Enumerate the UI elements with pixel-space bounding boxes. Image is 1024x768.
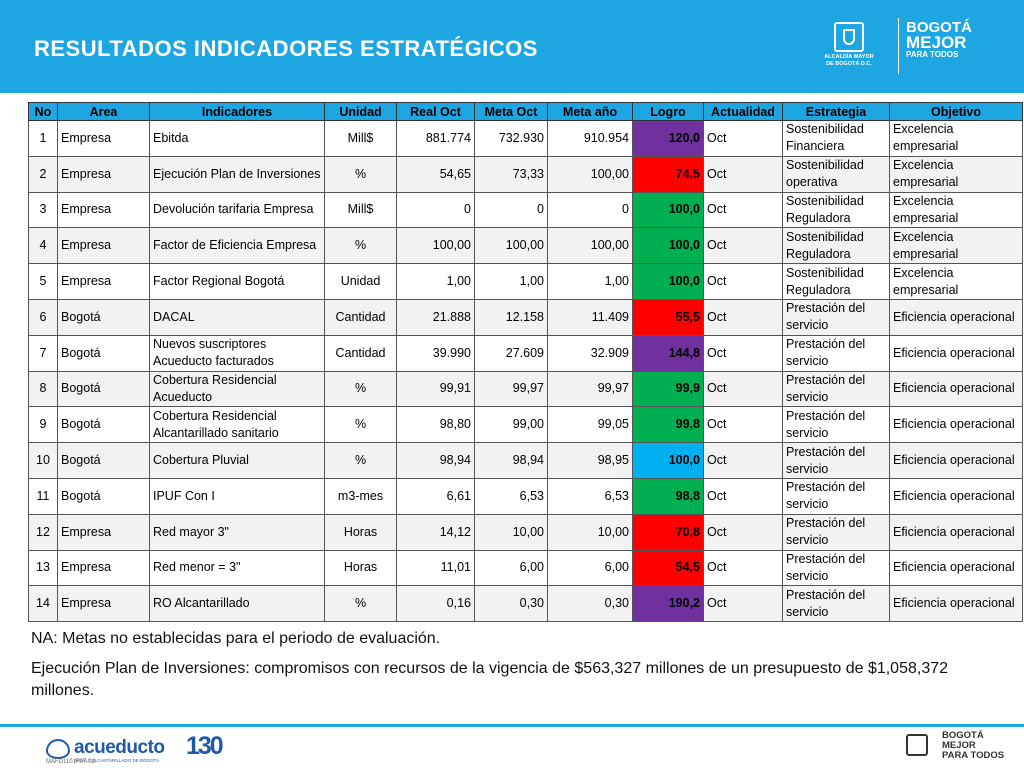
footer-bar [0, 724, 1024, 768]
meta-anio-cell: 100,00 [548, 228, 633, 264]
unit-cell: % [325, 407, 397, 443]
table-row [29, 443, 1023, 479]
unit-cell: Horas [325, 550, 397, 586]
strategy-cell: Sostenibilidad operativa [783, 156, 890, 192]
bogota-mejor-logo: BOGOTÁ MEJOR PARA TODOS [906, 19, 972, 59]
logo-divider [898, 18, 899, 74]
objective-cell: Eficiencia operacional [890, 443, 1023, 479]
objective-cell: Eficiencia operacional [890, 478, 1023, 514]
indicator-cell: Ejecución Plan de Inversiones [150, 156, 325, 192]
indicator-cell: Factor Regional Bogotá [150, 264, 325, 300]
indicator-cell: Cobertura Residencial Acueducto [150, 371, 325, 407]
real-oct-cell: 98,80 [397, 407, 475, 443]
meta-oct-cell: 0,30 [475, 586, 548, 622]
real-oct-cell: 1,00 [397, 264, 475, 300]
meta-oct-cell: 732.930 [475, 121, 548, 157]
column-header: Meta año [548, 103, 633, 121]
objective-cell: Eficiencia operacional [890, 371, 1023, 407]
indicator-cell: Cobertura Pluvial [150, 443, 325, 479]
strategy-cell: Prestación del servicio [783, 299, 890, 335]
indicator-cell: DACAL [150, 299, 325, 335]
header-banner [0, 0, 1024, 93]
area-cell: Empresa [58, 192, 150, 228]
actualidad-cell: Oct [704, 586, 783, 622]
actualidad-cell: Oct [704, 264, 783, 300]
meta-oct-cell: 10,00 [475, 514, 548, 550]
actualidad-cell: Oct [704, 371, 783, 407]
indicator-cell: IPUF Con I [150, 478, 325, 514]
logro-cell: 100,0 [633, 192, 704, 228]
indicator-cell: Cobertura Residencial Alcantarillado sanitario [150, 407, 325, 443]
note-na: NA: Metas no establecidas para el periodo de evaluación. [31, 630, 441, 647]
unit-cell: % [325, 443, 397, 479]
water-drop-icon [46, 739, 70, 759]
row-number: 14 [29, 586, 58, 622]
column-header: No [29, 103, 58, 121]
logro-cell: 98,8 [633, 478, 704, 514]
indicator-cell: Nuevos suscriptores Acueducto facturados [150, 335, 325, 371]
table-row [29, 156, 1023, 192]
column-header: Indicadores [150, 103, 325, 121]
column-header: Actualidad [704, 103, 783, 121]
meta-anio-cell: 910.954 [548, 121, 633, 157]
actualidad-cell: Oct [704, 121, 783, 157]
objective-cell: Eficiencia operacional [890, 586, 1023, 622]
meta-oct-cell: 0 [475, 192, 548, 228]
area-cell: Bogotá [58, 478, 150, 514]
logo-area [806, 16, 1006, 78]
column-header: Real Oct [397, 103, 475, 121]
actualidad-cell: Oct [704, 514, 783, 550]
table-row [29, 228, 1023, 264]
footer-seal-icon [906, 734, 928, 756]
table-row [29, 407, 1023, 443]
strategy-cell: Prestación del servicio [783, 478, 890, 514]
meta-anio-cell: 99,97 [548, 371, 633, 407]
meta-anio-cell: 6,00 [548, 550, 633, 586]
table-row [29, 264, 1023, 300]
alcaldia-label: ALCALDÍA MAYOR DE BOGOTÁ D.C. [824, 54, 874, 67]
indicators-table [28, 102, 1023, 622]
table-row [29, 478, 1023, 514]
real-oct-cell: 39.990 [397, 335, 475, 371]
objective-cell: Eficiencia operacional [890, 407, 1023, 443]
meta-anio-cell: 10,00 [548, 514, 633, 550]
strategy-cell: Prestación del servicio [783, 514, 890, 550]
table-row [29, 335, 1023, 371]
anniversary-logo: 130 [186, 732, 222, 760]
row-number: 5 [29, 264, 58, 300]
meta-anio-cell: 99,05 [548, 407, 633, 443]
row-number: 1 [29, 121, 58, 157]
meta-anio-cell: 1,00 [548, 264, 633, 300]
column-header: Area [58, 103, 150, 121]
acueducto-logo: acueducto AGUA Y ALCANTARILLADO DE BOGOTÁ [46, 737, 176, 765]
strategy-cell: Prestación del servicio [783, 443, 890, 479]
actualidad-cell: Oct [704, 192, 783, 228]
indicator-cell: Factor de Eficiencia Empresa [150, 228, 325, 264]
table-row [29, 121, 1023, 157]
area-cell: Empresa [58, 121, 150, 157]
row-number: 6 [29, 299, 58, 335]
logro-cell: 99,8 [633, 407, 704, 443]
column-header: Logro [633, 103, 704, 121]
meta-anio-cell: 0,30 [548, 586, 633, 622]
meta-anio-cell: 0 [548, 192, 633, 228]
logro-cell: 70,8 [633, 514, 704, 550]
strategy-cell: Sostenibilidad Reguladora [783, 192, 890, 228]
row-number: 10 [29, 443, 58, 479]
indicator-cell: Devolución tarifaria Empresa [150, 192, 325, 228]
unit-cell: Horas [325, 514, 397, 550]
unit-cell: % [325, 586, 397, 622]
strategy-cell: Sostenibilidad Reguladora [783, 264, 890, 300]
table-row [29, 192, 1023, 228]
strategy-cell: Sostenibilidad Reguladora [783, 228, 890, 264]
unit-cell: Cantidad [325, 299, 397, 335]
logro-cell: 100,0 [633, 443, 704, 479]
real-oct-cell: 14,12 [397, 514, 475, 550]
objective-cell: Excelencia empresarial [890, 192, 1023, 228]
table-body [29, 121, 1023, 622]
meta-anio-cell: 11.409 [548, 299, 633, 335]
real-oct-cell: 0 [397, 192, 475, 228]
indicator-cell: RO Alcantarillado [150, 586, 325, 622]
logro-cell: 74,5 [633, 156, 704, 192]
real-oct-cell: 881.774 [397, 121, 475, 157]
objective-cell: Eficiencia operacional [890, 550, 1023, 586]
area-cell: Empresa [58, 514, 150, 550]
unit-cell: % [325, 156, 397, 192]
unit-cell: Mill$ [325, 121, 397, 157]
row-number: 12 [29, 514, 58, 550]
indicator-cell: Red mayor 3" [150, 514, 325, 550]
meta-oct-cell: 12.158 [475, 299, 548, 335]
logro-cell: 144,8 [633, 335, 704, 371]
unit-cell: m3-mes [325, 478, 397, 514]
logro-cell: 55,5 [633, 299, 704, 335]
unit-cell: % [325, 371, 397, 407]
unit-cell: % [325, 228, 397, 264]
row-number: 3 [29, 192, 58, 228]
real-oct-cell: 21.888 [397, 299, 475, 335]
table-row [29, 299, 1023, 335]
area-cell: Bogotá [58, 371, 150, 407]
meta-oct-cell: 6,53 [475, 478, 548, 514]
logro-cell: 99,9 [633, 371, 704, 407]
actualidad-cell: Oct [704, 443, 783, 479]
bogota-seal-icon [834, 22, 864, 52]
strategy-cell: Prestación del servicio [783, 550, 890, 586]
area-cell: Empresa [58, 586, 150, 622]
row-number: 11 [29, 478, 58, 514]
strategy-cell: Prestación del servicio [783, 371, 890, 407]
actualidad-cell: Oct [704, 335, 783, 371]
column-header: Unidad [325, 103, 397, 121]
meta-oct-cell: 99,97 [475, 371, 548, 407]
table-header-row [29, 103, 1023, 121]
column-header: Estrategia [783, 103, 890, 121]
actualidad-cell: Oct [704, 156, 783, 192]
meta-oct-cell: 99,00 [475, 407, 548, 443]
page-title: RESULTADOS INDICADORES ESTRATÉGICOS [34, 36, 538, 61]
footer-bogota-logo: BOGOTÁ MEJOR PARA TODOS [942, 730, 1005, 761]
row-number: 8 [29, 371, 58, 407]
real-oct-cell: 6,61 [397, 478, 475, 514]
real-oct-cell: 98,94 [397, 443, 475, 479]
table-row [29, 371, 1023, 407]
unit-cell: Cantidad [325, 335, 397, 371]
note-inversiones: Ejecución Plan de Inversiones: compromisos con recursos de la vigencia de $563,327 millones de un presupuesto de $1,058,372 millones. [31, 660, 949, 699]
logro-cell: 100,0 [633, 264, 704, 300]
real-oct-cell: 11,01 [397, 550, 475, 586]
indicators-table-wrap [28, 102, 1015, 622]
logro-cell: 100,0 [633, 228, 704, 264]
row-number: 4 [29, 228, 58, 264]
unit-cell: Unidad [325, 264, 397, 300]
table-row [29, 550, 1023, 586]
column-header: Meta Oct [475, 103, 548, 121]
actualidad-cell: Oct [704, 228, 783, 264]
area-cell: Empresa [58, 264, 150, 300]
meta-oct-cell: 100,00 [475, 228, 548, 264]
strategy-cell: Prestación del servicio [783, 407, 890, 443]
area-cell: Bogotá [58, 299, 150, 335]
table-row [29, 586, 1023, 622]
row-number: 2 [29, 156, 58, 192]
real-oct-cell: 100,00 [397, 228, 475, 264]
meta-oct-cell: 98,94 [475, 443, 548, 479]
objective-cell: Excelencia empresarial [890, 121, 1023, 157]
meta-anio-cell: 32.909 [548, 335, 633, 371]
actualidad-cell: Oct [704, 407, 783, 443]
meta-oct-cell: 6,00 [475, 550, 548, 586]
area-cell: Bogotá [58, 443, 150, 479]
document-code: MAFD1101F07-02 [46, 759, 95, 765]
row-number: 9 [29, 407, 58, 443]
row-number: 7 [29, 335, 58, 371]
actualidad-cell: Oct [704, 550, 783, 586]
meta-oct-cell: 73,33 [475, 156, 548, 192]
objective-cell: Excelencia empresarial [890, 228, 1023, 264]
objective-cell: Excelencia empresarial [890, 264, 1023, 300]
meta-anio-cell: 98,95 [548, 443, 633, 479]
objective-cell: Eficiencia operacional [890, 514, 1023, 550]
strategy-cell: Sostenibilidad Financiera [783, 121, 890, 157]
area-cell: Empresa [58, 156, 150, 192]
indicator-cell: Ebitda [150, 121, 325, 157]
objective-cell: Eficiencia operacional [890, 335, 1023, 371]
area-cell: Bogotá [58, 407, 150, 443]
actualidad-cell: Oct [704, 299, 783, 335]
area-cell: Empresa [58, 228, 150, 264]
logro-cell: 54,5 [633, 550, 704, 586]
meta-oct-cell: 1,00 [475, 264, 548, 300]
row-number: 13 [29, 550, 58, 586]
objective-cell: Excelencia empresarial [890, 156, 1023, 192]
actualidad-cell: Oct [704, 478, 783, 514]
notes-section [31, 628, 991, 710]
logro-cell: 120,0 [633, 121, 704, 157]
area-cell: Empresa [58, 550, 150, 586]
objective-cell: Eficiencia operacional [890, 299, 1023, 335]
strategy-cell: Prestación del servicio [783, 586, 890, 622]
indicator-cell: Red menor = 3" [150, 550, 325, 586]
strategy-cell: Prestación del servicio [783, 335, 890, 371]
table-row [29, 514, 1023, 550]
real-oct-cell: 99,91 [397, 371, 475, 407]
real-oct-cell: 54,65 [397, 156, 475, 192]
column-header: Objetivo [890, 103, 1023, 121]
meta-anio-cell: 100,00 [548, 156, 633, 192]
logro-cell: 190,2 [633, 586, 704, 622]
unit-cell: Mill$ [325, 192, 397, 228]
area-cell: Bogotá [58, 335, 150, 371]
real-oct-cell: 0,16 [397, 586, 475, 622]
meta-oct-cell: 27.609 [475, 335, 548, 371]
meta-anio-cell: 6,53 [548, 478, 633, 514]
